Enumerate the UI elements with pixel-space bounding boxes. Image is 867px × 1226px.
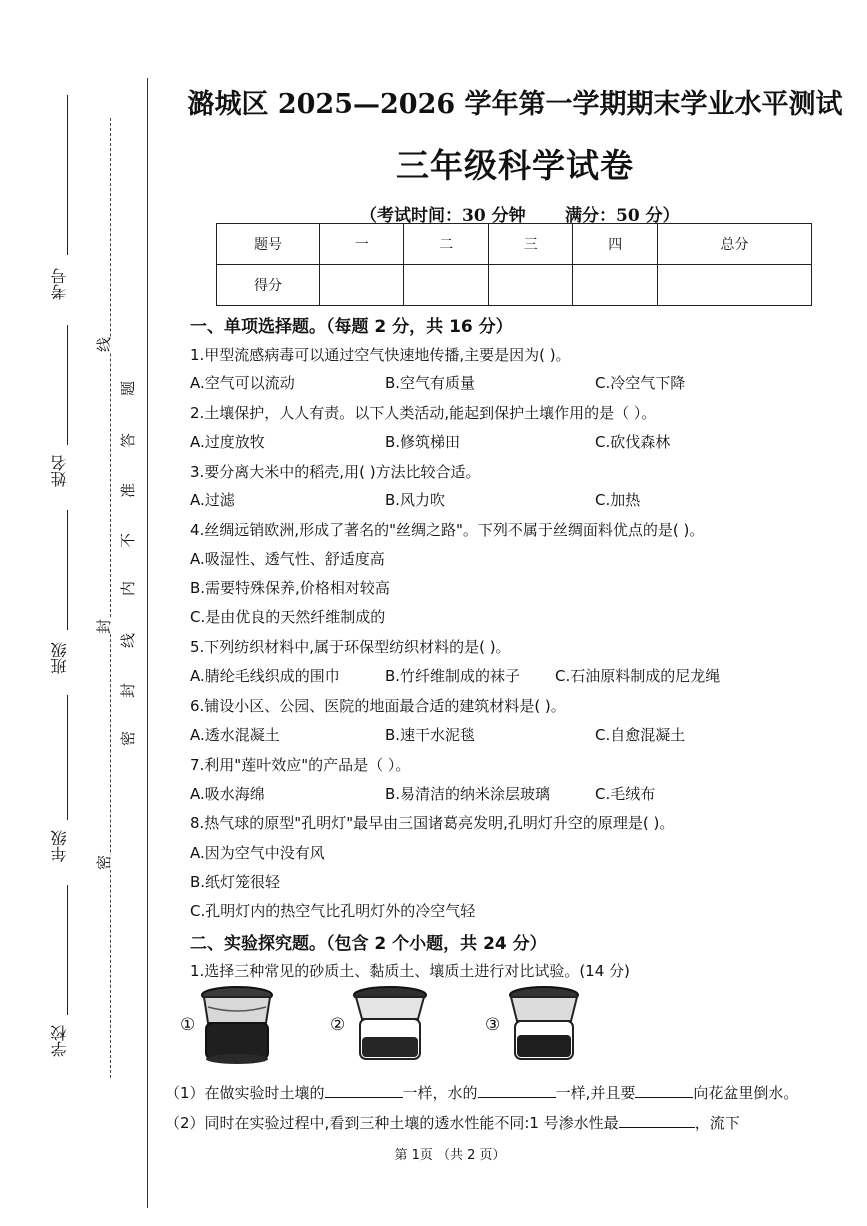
seal-char-feng: 封 [119, 682, 138, 699]
score-header-cell: 题号 [217, 224, 320, 265]
score-table-score-row [217, 265, 812, 306]
q8-option-c[interactable]: C.孔明灯内的热空气比孔明灯外的冷空气轻 [190, 902, 476, 920]
sub1-text-c: 一样,并且要 [555, 1084, 636, 1102]
score-header-cell: 三 [488, 224, 572, 265]
q5-option-c[interactable]: C.石油原料制成的尼龙绳 [555, 667, 721, 685]
seal-char-zhun: 准 [119, 482, 138, 499]
score-header-cell: 四 [573, 224, 657, 265]
sub1-text-d: 向花盆里倒水。 [693, 1084, 799, 1102]
score-cell[interactable] [488, 265, 572, 306]
pot2-label: ② [330, 1015, 346, 1035]
seal-char-da: 答 [119, 432, 138, 449]
sub1-blank-method[interactable] [635, 1083, 693, 1098]
seal-char-bu: 不 [119, 532, 138, 549]
seal-char-nei: 内 [119, 580, 138, 597]
q4-option-a[interactable]: A.吸湿性、透气性、舒适度高 [190, 550, 385, 568]
q7-stem: 7.利用"莲叶效应"的产品是（ ）。 [190, 756, 411, 774]
q8-option-a[interactable]: A.因为空气中没有风 [190, 844, 325, 862]
pot1-image [198, 985, 276, 1065]
score-cell[interactable] [657, 265, 811, 306]
pot3-label: ③ [485, 1015, 501, 1035]
exam-title: 潞城区 2025—2026 学年第一学期期末学业水平测试 [187, 89, 843, 120]
q5-option-a[interactable]: A.腈纶毛线织成的围巾 [190, 667, 340, 685]
experiment1-sub1 [165, 1082, 798, 1103]
section1-heading: 一、单项选择题。（每题 2 分，共 16 分） [190, 317, 513, 337]
school-underline[interactable] [67, 885, 68, 1015]
q7-option-c[interactable]: C.毛绒布 [595, 785, 656, 803]
q1-stem: 1.甲型流感病毒可以通过空气快速地传播,主要是因为( )。 [190, 346, 571, 364]
binding-margin-border [147, 78, 148, 1208]
score-cell[interactable] [320, 265, 404, 306]
q8-stem: 8.热气球的原型"孔明灯"最早由三国诸葛亮发明,孔明灯升空的原理是( )。 [190, 814, 675, 832]
q3-option-a[interactable]: A.过滤 [190, 491, 235, 509]
q4-stem: 4.丝绸远销欧洲,形成了著名的"丝绸之路"。下列不属于丝绸面料优点的是( )。 [190, 521, 705, 539]
q2-option-a[interactable]: A.过度放牧 [190, 433, 265, 451]
sub1-blank-soil[interactable] [325, 1083, 403, 1098]
q6-option-b[interactable]: B.速干水泥毯 [385, 726, 476, 744]
pot3-image [505, 985, 583, 1065]
seal-char-mi: 密 [119, 730, 138, 747]
grade-underline[interactable] [67, 695, 68, 820]
q5-option-b[interactable]: B.竹纤维制成的袜子 [385, 667, 521, 685]
q8-option-b[interactable]: B.纸灯笼很轻 [190, 873, 281, 891]
q4-option-c[interactable]: C.是由优良的天然纤维制成的 [190, 608, 386, 626]
seal-char-ti: 题 [119, 380, 138, 397]
sub2-blank-seepage[interactable] [619, 1113, 695, 1128]
q6-option-c[interactable]: C.自愈混凝土 [595, 726, 686, 744]
score-cell[interactable] [573, 265, 657, 306]
sub1-blank-water[interactable] [478, 1083, 556, 1098]
score-row-label: 得分 [217, 265, 320, 306]
score-header-cell: 一 [320, 224, 404, 265]
page-footer: 第 1页 （共 2 页） [394, 1148, 506, 1163]
score-header-cell: 总分 [657, 224, 811, 265]
q7-option-b[interactable]: B.易清洁的纳米涂层玻璃 [385, 785, 551, 803]
sub1-text-a: （1）在做实验时土壤的 [165, 1084, 325, 1102]
paper-subtitle: 三年级科学试卷 [396, 146, 634, 185]
class-label: 班级 [50, 642, 69, 674]
q3-option-c[interactable]: C.加热 [595, 491, 641, 509]
q3-stem: 3.要分离大米中的稻壳,用( )方法比较合适。 [190, 463, 481, 481]
q2-stem: 2.土壤保护，人人有责。以下人类活动,能起到保护土壤作用的是（ ）。 [190, 404, 657, 422]
sub1-text-b: 一样，水的 [402, 1084, 478, 1102]
sub2-text-b: ，流下 [694, 1114, 740, 1132]
exam-number-label: 考号 [50, 268, 69, 300]
pot1-label: ① [180, 1015, 196, 1035]
score-table-header-row [217, 224, 812, 265]
name-label: 姓名 [50, 455, 69, 487]
class-underline[interactable] [67, 510, 68, 630]
full-score: 满分：50 分） [565, 206, 680, 226]
seal-char-mi-bottom: 密 [95, 854, 114, 871]
seal-char-feng-mid: 封 [95, 618, 114, 635]
score-header-cell: 二 [404, 224, 488, 265]
q1-option-a[interactable]: A.空气可以流动 [190, 374, 295, 392]
q4-option-b[interactable]: B.需要特殊保养,价格相对较高 [190, 579, 390, 597]
experiment1-sub2 [165, 1112, 740, 1133]
experiment1-stem: 1.选择三种常见的砂质土、黏质土、壤质土进行对比试验。(14 分) [190, 962, 630, 980]
grade-label: 年级 [50, 830, 69, 862]
q6-option-a[interactable]: A.透水混凝土 [190, 726, 280, 744]
q1-option-b[interactable]: B.空气有质量 [385, 374, 476, 392]
q1-option-c[interactable]: C.冷空气下降 [595, 374, 686, 392]
school-label: 学校 [50, 1025, 69, 1057]
name-underline[interactable] [67, 325, 68, 445]
sub2-text-a: （2）同时在实验过程中,看到三种土壤的透水性能不同:1 号渗水性最 [165, 1114, 619, 1132]
seal-dashed-line [110, 118, 111, 1078]
q2-option-c[interactable]: C.砍伐森林 [595, 433, 671, 451]
section2-heading: 二、实验探究题。（包含 2 个小题，共 24 分） [190, 934, 547, 954]
seal-char-xian-top: 线 [95, 336, 114, 353]
q7-option-a[interactable]: A.吸水海绵 [190, 785, 265, 803]
exam-number-underline[interactable] [67, 95, 68, 255]
pot2-image [350, 985, 430, 1065]
exam-time: （考试时间：30 分钟 [360, 206, 526, 226]
seal-char-xian: 线 [119, 632, 138, 649]
score-table [216, 223, 812, 306]
q5-stem: 5.下列纺织材料中,属于环保型纺织材料的是( )。 [190, 638, 511, 656]
q6-stem: 6.铺设小区、公园、医院的地面最合适的建筑材料是( )。 [190, 697, 566, 715]
q3-option-b[interactable]: B.风力吹 [385, 491, 446, 509]
score-cell[interactable] [404, 265, 488, 306]
q2-option-b[interactable]: B.修筑梯田 [385, 433, 461, 451]
